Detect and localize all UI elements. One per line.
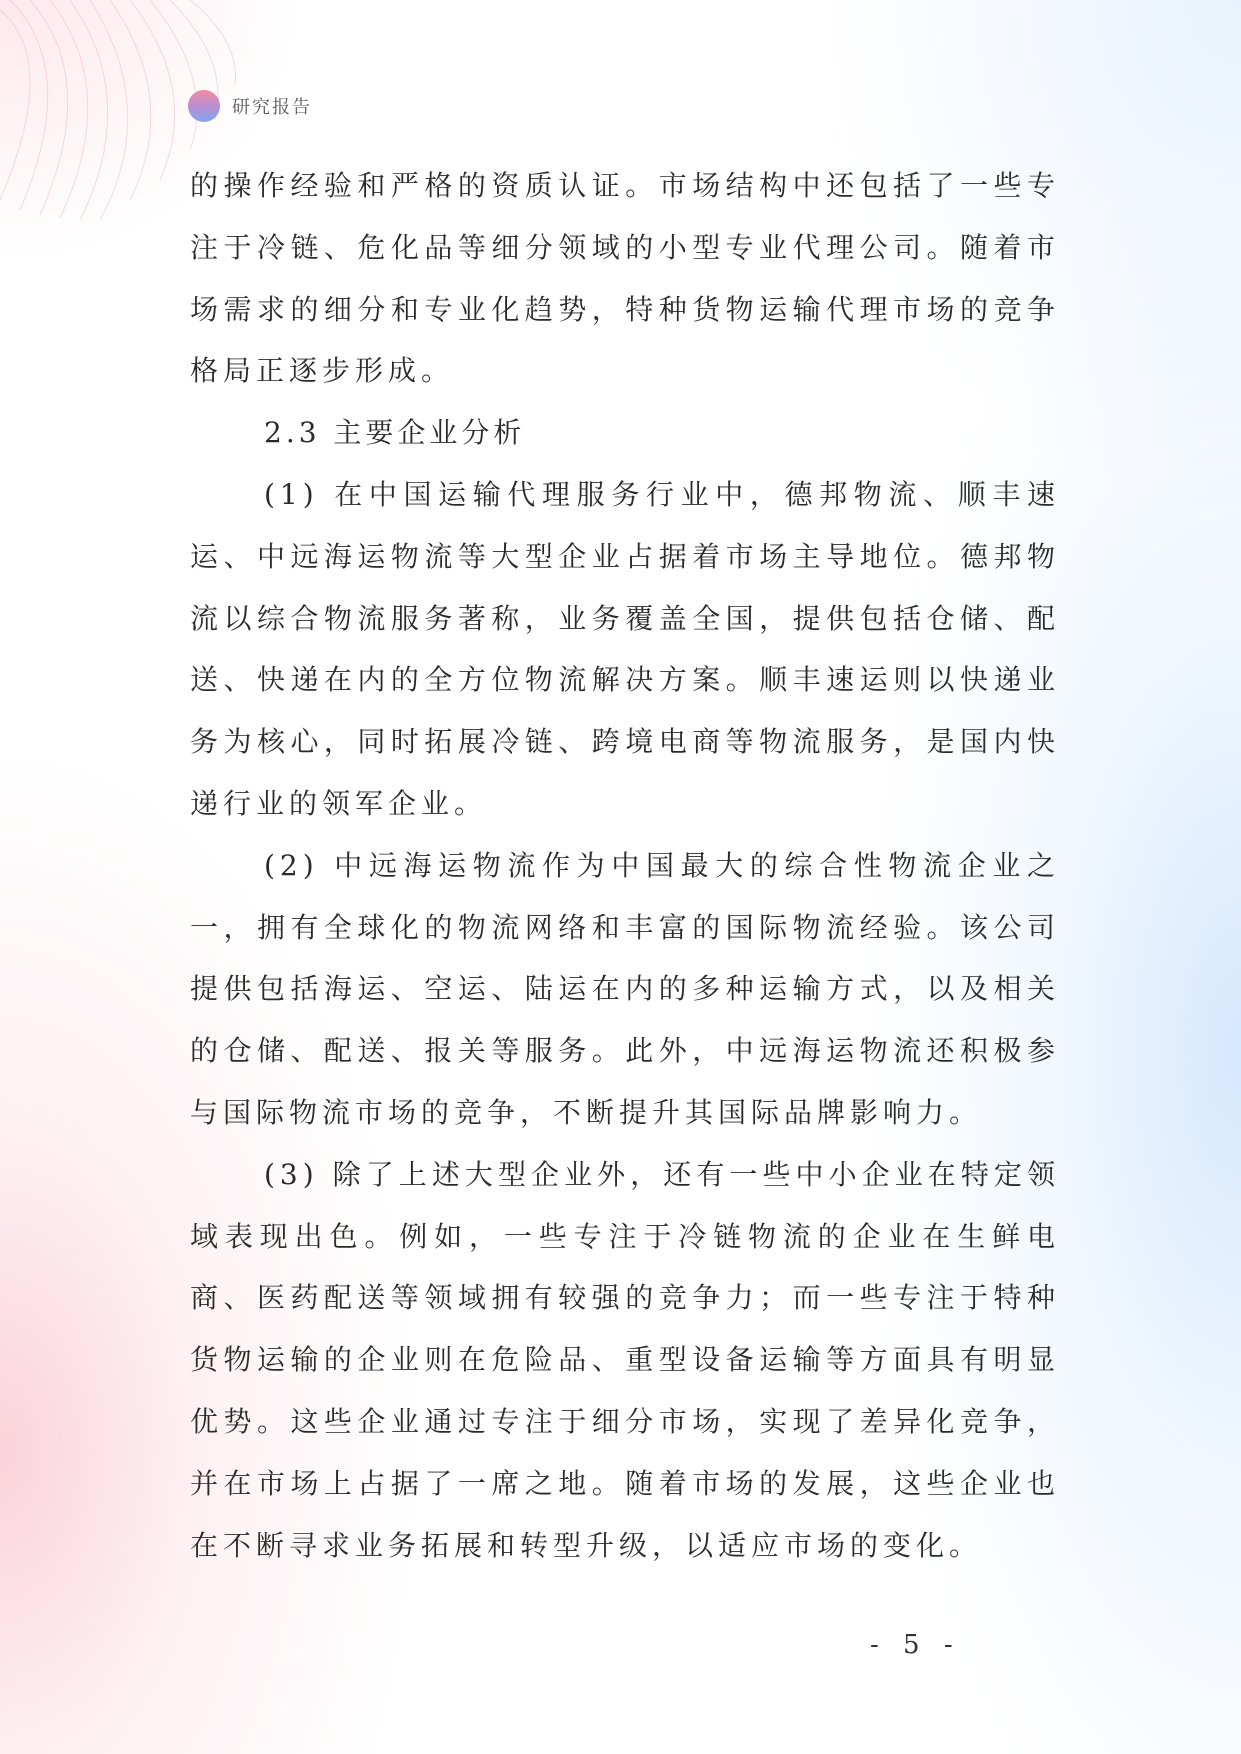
page-number: - 5 - xyxy=(870,1630,961,1660)
report-header xyxy=(188,88,312,124)
body-paragraph-1: (1) 在中国运输代理服务行业中，德邦物流、顺丰速运、中远海运物流等大型企业占据着市场主导地位。德邦物流以综合物流服务著称，业务覆盖全国，提供包括仓储、配送、快递在内的全方位物流解决方案。顺丰速运则以快递业务为核心，同时拓展冷链、跨境电商等物流服务，是国内快递行业的领军企业。 xyxy=(190,477,1060,820)
continued-paragraph: 的操作经验和严格的资质认证。市场结构中还包括了一些专注于冷链、危化品等细分领域的小型专业代理公司。随着市场需求的细分和专业化趋势，特种货物运输代理市场的竞争格局正逐步形成。 xyxy=(190,169,1060,388)
header-title: 研究报告 xyxy=(232,97,312,118)
document-body xyxy=(190,155,1060,1576)
section-heading: 2.3 主要企业分析 xyxy=(264,416,526,450)
logo-circle-icon xyxy=(188,90,220,122)
body-paragraph-3: (3) 除了上述大型企业外，还有一些中小企业在特定领域表现出色。例如，一些专注于冷链物流的企业在生鲜电商、医药配送等领域拥有较强的竞争力；而一些专注于特种货物运输的企业则在危险品、重型设备运输等方面具有明显优势。这些企业通过专注于细分市场，实现了差异化竞争，并在市场上占据了一席之地。随着市场的发展，这些企业也在不断寻求业务拓展和转型升级，以适应市场的变化。 xyxy=(190,1157,1060,1562)
body-paragraph-2: (2) 中远海运物流作为中国最大的综合性物流企业之一，拥有全球化的物流网络和丰富的国际物流经验。该公司提供包括海运、空运、陆运在内的多种运输方式，以及相关的仓储、配送、报关等服务。此外，中远海运物流还积极参与国际物流市场的竞争，不断提升其国际品牌影响力。 xyxy=(190,848,1060,1129)
